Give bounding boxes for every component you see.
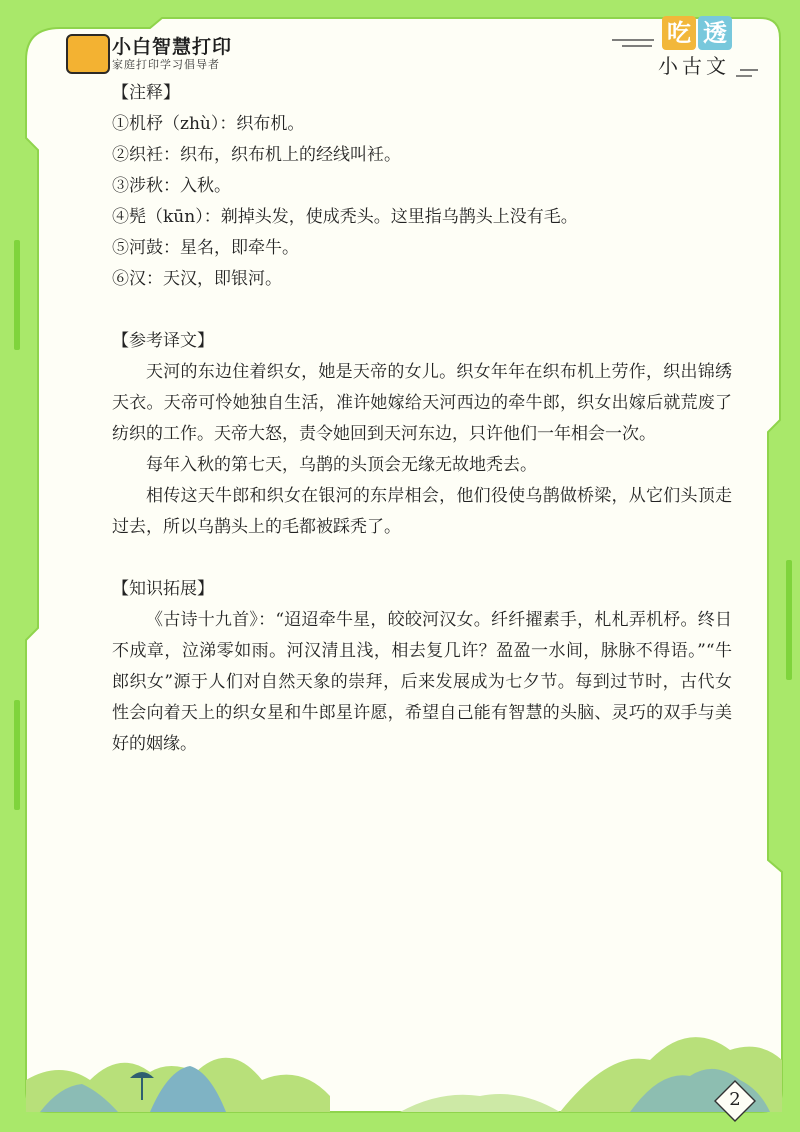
logo-title: 小白智慧打印 [112,36,233,58]
note-item: ⑥汉：天汉，即银河。 [112,269,282,289]
series-brand [650,8,770,80]
brand-char-1: 吃 [662,16,696,50]
logo-subtitle: 家庭打印学习倡导者 [112,58,220,71]
note-item: ③涉秋：入秋。 [112,176,231,196]
brand-char-2: 透 [698,16,732,50]
brand-subtitle: 小古文 [658,54,730,78]
dog-mascot-icon [66,34,110,74]
extension-heading: 【知识拓展】 [112,579,214,599]
translation-paragraph: 相传这天牛郎和织女在银河的东岸相会，他们役使乌鹊做桥梁，从它们头顶走过去，所以乌鹊头上的毛都被踩秃了。 [112,486,732,537]
brand-logo [66,30,233,74]
extension-paragraph: 《古诗十九首》：“迢迢牵牛星，皎皎河汉女。纤纤擢素手，札札弄机杼。终日不成章，泣涕零如雨。河汉清且浅，相去复几许？盈盈一水间，脉脉不得语。”“牛郎织女”源于人们对自然天象的崇拜，后来发展成为七夕节。每到过节时，古代女性会向着天上的织女星和牛郎星许愿，希望自己能有智慧的头脑、灵巧的双手与美好的姻缘。 [112,610,732,754]
section-spacer [112,543,732,574]
translation-heading: 【参考译文】 [112,331,214,351]
note-item: ①机杼（zhù）：织布机。 [112,114,305,134]
page-number: 2 [729,1089,741,1110]
note-item: ⑤河鼓：星名，即牵牛。 [112,238,299,258]
note-item: ④髡（kūn）：剃掉头发，使成秃头。这里指乌鹊头上没有毛。 [112,207,578,227]
translation-paragraph: 每年入秋的第七天，乌鹊的头顶会无缘无故地秃去。 [146,455,537,475]
translation-paragraph: 天河的东边住着织女，她是天帝的女儿。织女年年在织布机上劳作，织出锦绣天衣。天帝可怜她独自生活，准许她嫁给天河西边的牵牛郎，织女出嫁后就荒废了纺织的工作。天帝大怒，责令她回到天河东边，只许他们一年相会一次。 [112,362,732,444]
note-item: ②织衽：织布，织布机上的经线叫衽。 [112,145,401,165]
notes-heading: 【注释】 [112,83,180,103]
main-content [112,78,732,760]
page-number-badge [712,1078,758,1124]
section-spacer [112,295,732,326]
